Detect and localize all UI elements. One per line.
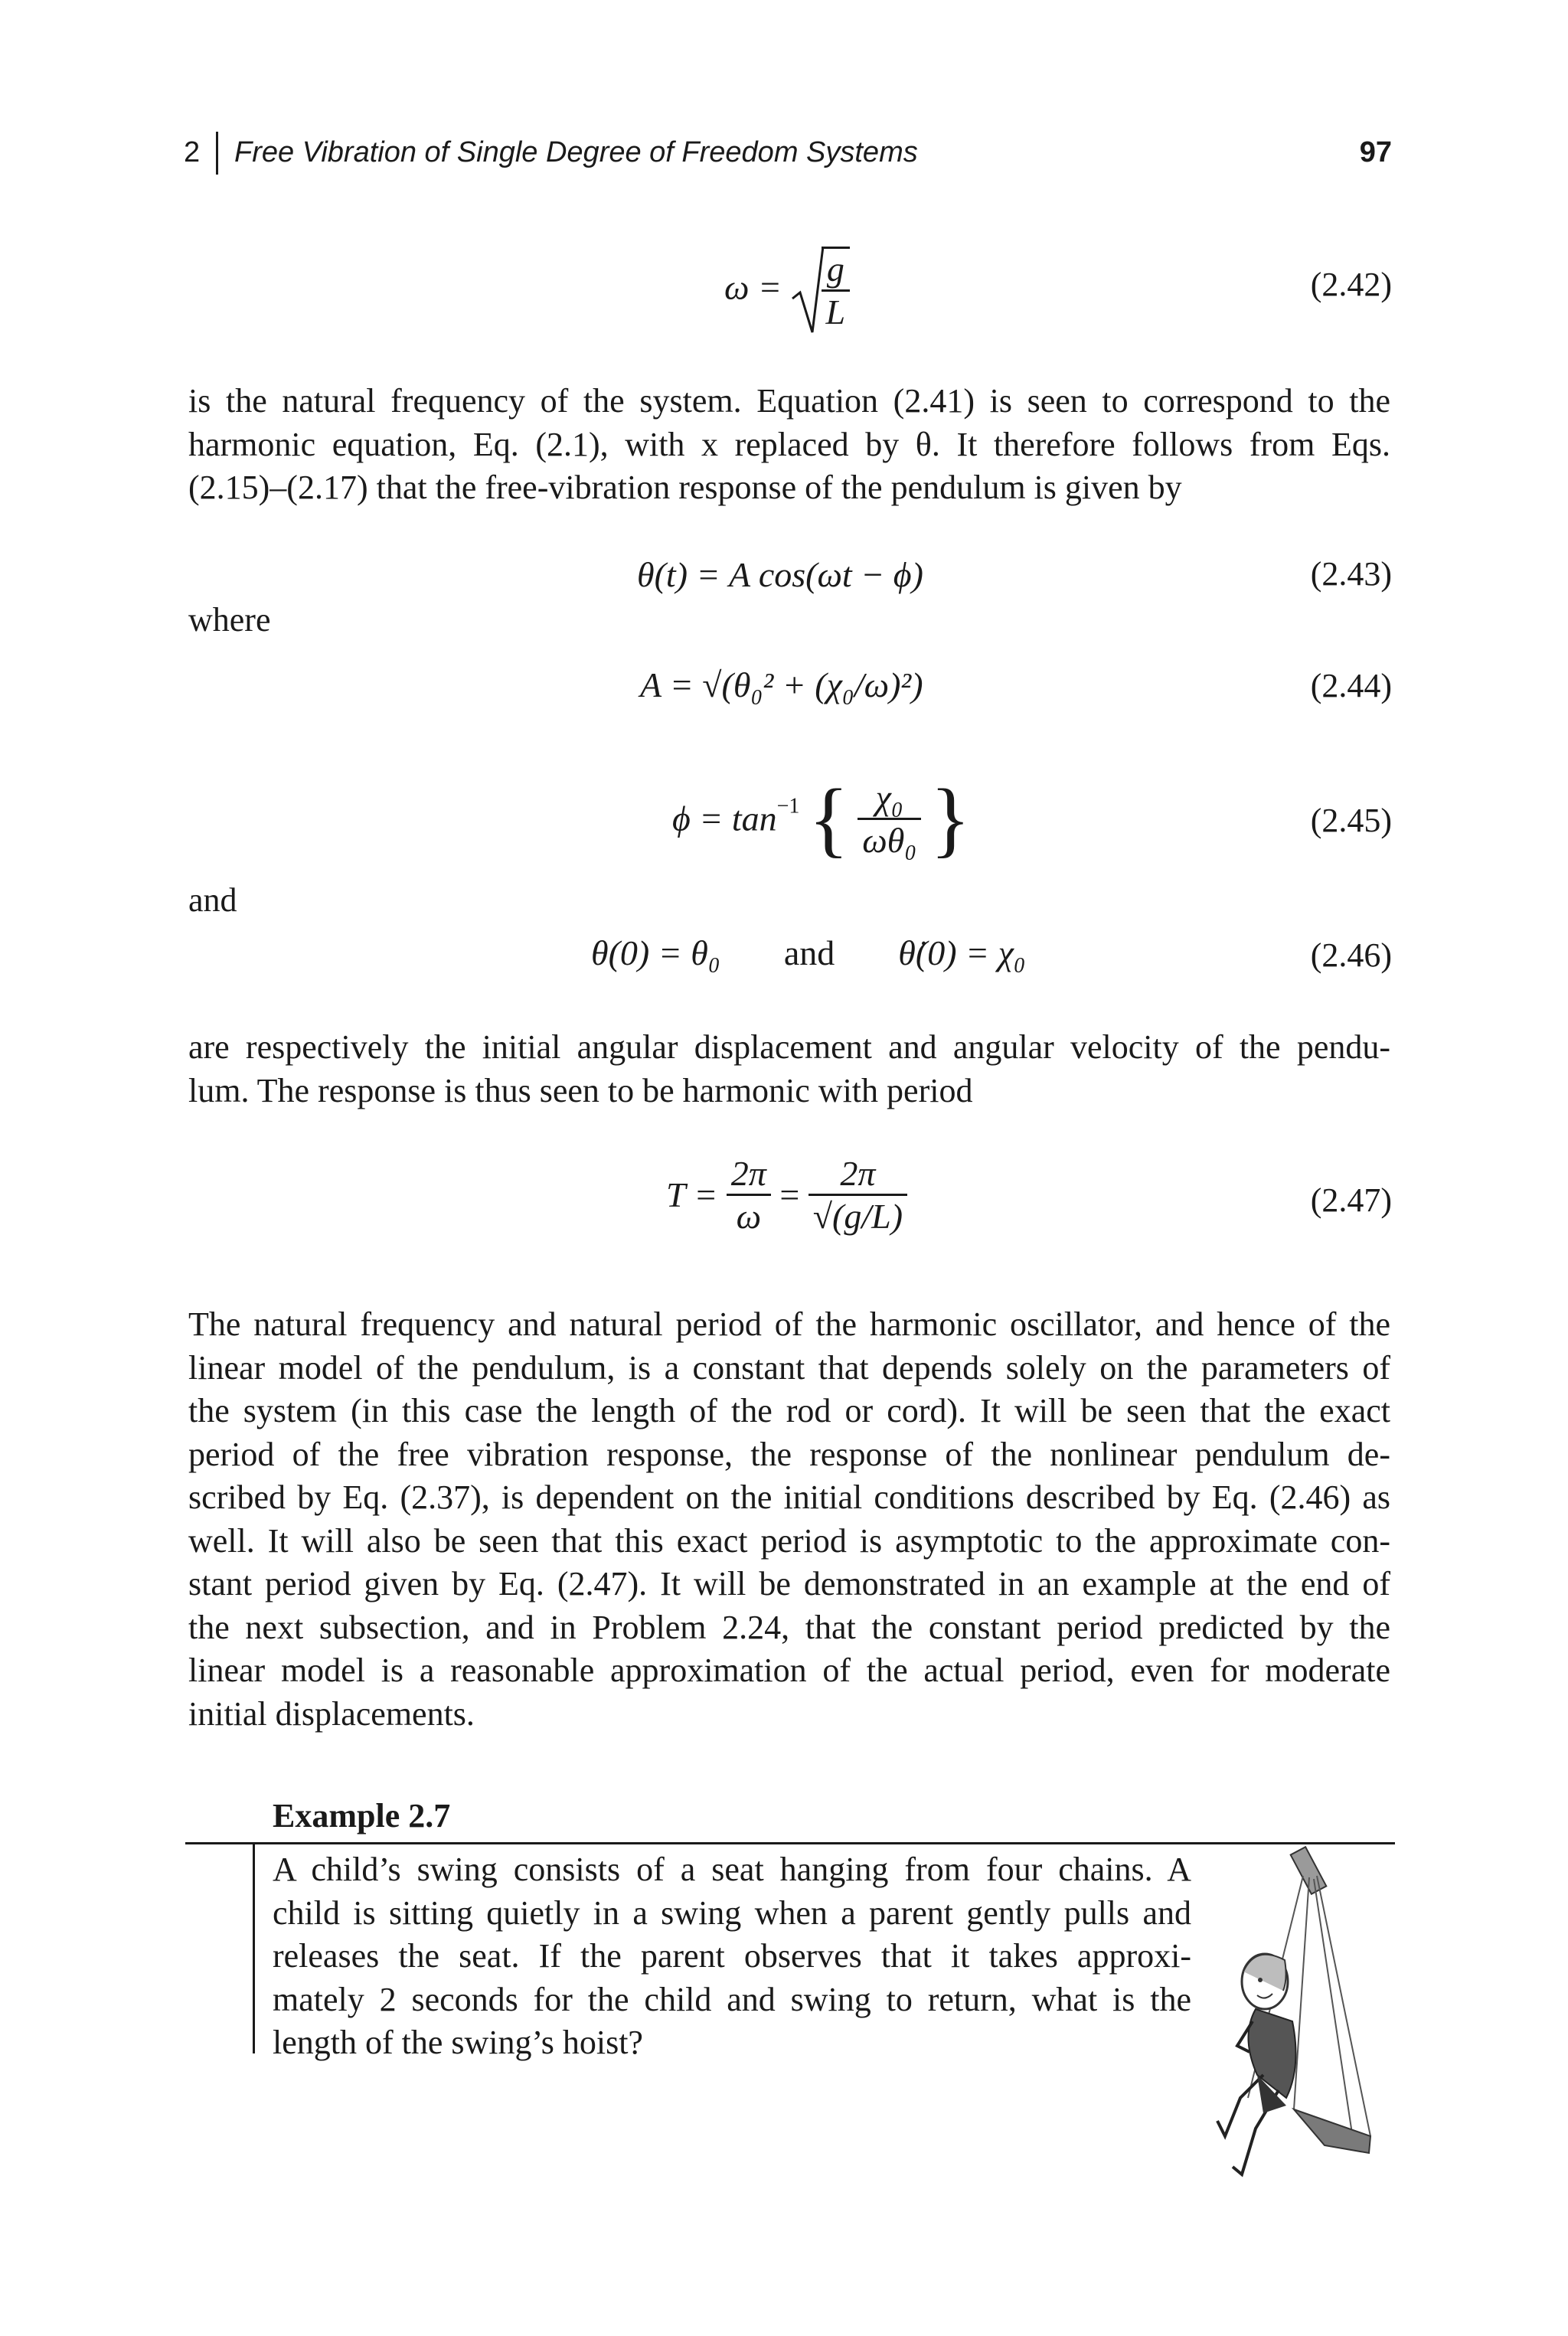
example-line: length of the swing’s hoist? xyxy=(273,2024,643,2061)
eq-2-45-denominator: ωθ₀ xyxy=(858,818,921,861)
eq-2-42-fraction xyxy=(822,247,851,332)
eq-label-2-45: (2.45) xyxy=(1310,802,1392,839)
eq-2-46-right: θ̇(0) = χ₀ xyxy=(898,933,1026,972)
example-line: child is sitting quietly in a swing when a parent gently pulls and xyxy=(273,1893,1191,1932)
example-left-bar xyxy=(253,1844,255,2053)
eq-2-47-numerator-1: 2π xyxy=(730,1154,766,1193)
paragraph-line: (2.15)–(2.17) that the free-vibration response of the pendulum is given by xyxy=(188,469,1182,506)
eq-2-42-denominator: L xyxy=(822,289,851,332)
eq-2-47-numerator-2: 2π xyxy=(840,1154,876,1193)
example-line: releases the seat. If the parent observes that it takes approxi- xyxy=(273,1937,1191,1975)
paragraph-line: well. It will also be seen that this exact period is asymptotic to the approximate con- xyxy=(188,1521,1390,1560)
eq-2-45-fraction xyxy=(858,777,921,861)
paragraph-3 xyxy=(188,1303,1390,1736)
equation-2-45 xyxy=(672,772,971,865)
equation-2-44: A = √(θ₀² + (χ₀/ω)²) xyxy=(640,665,923,704)
eq-2-42-lhs: ω = xyxy=(724,267,782,307)
eq-label-2-47: (2.47) xyxy=(1310,1181,1392,1219)
eq-label-2-43: (2.43) xyxy=(1310,555,1392,593)
paragraph-line: scribed by Eq. (2.37), is dependent on the initial conditions described by Eq. (2.46) as xyxy=(188,1478,1390,1516)
paragraph-line: the system (in this case the length of the rod or cord). It will be seen that the exact xyxy=(188,1392,1390,1429)
eq-2-42-numerator: g xyxy=(826,250,844,289)
equation-2-43: θ(t) = A cos(ωt − ϕ) xyxy=(637,555,923,594)
paragraph-line: lum. The response is thus seen to be harmonic with period xyxy=(188,1071,973,1109)
example-line: A child’s swing consists of a seat hanging from four chains. A xyxy=(273,1851,1191,1888)
eq-2-47-denominator-1: ω xyxy=(727,1194,771,1237)
equation-2-46 xyxy=(591,933,1026,973)
chapter-title: Free Vibration of Single Degree of Freedom Systems xyxy=(234,136,918,168)
left-brace: { xyxy=(808,772,849,865)
paragraph-line: the next subsection, and in Problem 2.24, that the constant period predicted by the xyxy=(188,1608,1390,1646)
eq-2-47-lhs: T = xyxy=(666,1175,718,1214)
paragraph-line: are respectively the initial angular displacement and angular velocity of the pendu- xyxy=(188,1028,1390,1066)
paragraph-line: initial displacements. xyxy=(188,1694,475,1733)
example-text xyxy=(273,1848,1191,2065)
eq-2-45-superscript: −1 xyxy=(776,794,800,818)
equation-2-47 xyxy=(666,1153,907,1237)
paragraph-line: linear model of the pendulum, is a constant that depends solely on the parameters of xyxy=(188,1348,1390,1387)
paragraph-line: harmonic equation, Eq. (2.1), with x replaced by θ. It therefore follows from Eqs. xyxy=(188,425,1390,463)
eq-2-47-equals: = xyxy=(779,1175,800,1214)
chapter-number: 2 xyxy=(184,136,201,168)
eq-2-47-fraction-2 xyxy=(808,1153,907,1237)
paragraph-line: period of the free vibration response, the response of the nonlinear pendulum de- xyxy=(188,1435,1390,1473)
paragraph-line: stant period given by Eq. (2.47). It will be demonstrated in an example at the end of xyxy=(188,1565,1390,1603)
word-where: where xyxy=(188,601,271,639)
eq-2-47-denominator-2: √(g/L) xyxy=(808,1194,907,1237)
child-swing-illustration xyxy=(1210,1845,1393,2205)
eq-2-47-fraction-1 xyxy=(727,1153,771,1237)
eq-2-45-lhs: ϕ = tan xyxy=(672,799,777,838)
equation-2-42 xyxy=(724,242,850,332)
eq-2-45-numerator: χ₀ xyxy=(875,777,903,817)
eq-label-2-46: (2.46) xyxy=(1310,936,1392,974)
eq-2-46-and: and xyxy=(783,933,835,972)
example-title: Example 2.7 xyxy=(273,1797,451,1834)
example-line: mately 2 seconds for the child and swing to return, what is the xyxy=(273,1980,1191,2018)
paragraph-line: linear model is a reasonable approximation of the actual period, even for moderate xyxy=(188,1652,1390,1689)
right-brace: } xyxy=(929,772,971,865)
eq-label-2-42: (2.42) xyxy=(1310,266,1392,303)
paragraph-line: The natural frequency and natural period of the harmonic oscillator, and hence of the xyxy=(188,1305,1390,1343)
paragraph-2 xyxy=(188,1026,1390,1112)
page-number: 97 xyxy=(1359,136,1392,168)
example-top-rule xyxy=(185,1842,1395,1844)
header-divider xyxy=(216,132,218,175)
eq-label-2-44: (2.44) xyxy=(1310,667,1392,704)
word-and: and xyxy=(188,881,237,919)
radical-sign xyxy=(791,245,825,337)
paragraph-line: is the natural frequency of the system. Equation (2.41) is seen to correspond to the xyxy=(188,382,1390,420)
paragraph-1 xyxy=(188,380,1390,510)
eq-2-42-sqrt xyxy=(791,242,851,332)
eq-2-46-left: θ(0) = θ₀ xyxy=(591,933,720,972)
